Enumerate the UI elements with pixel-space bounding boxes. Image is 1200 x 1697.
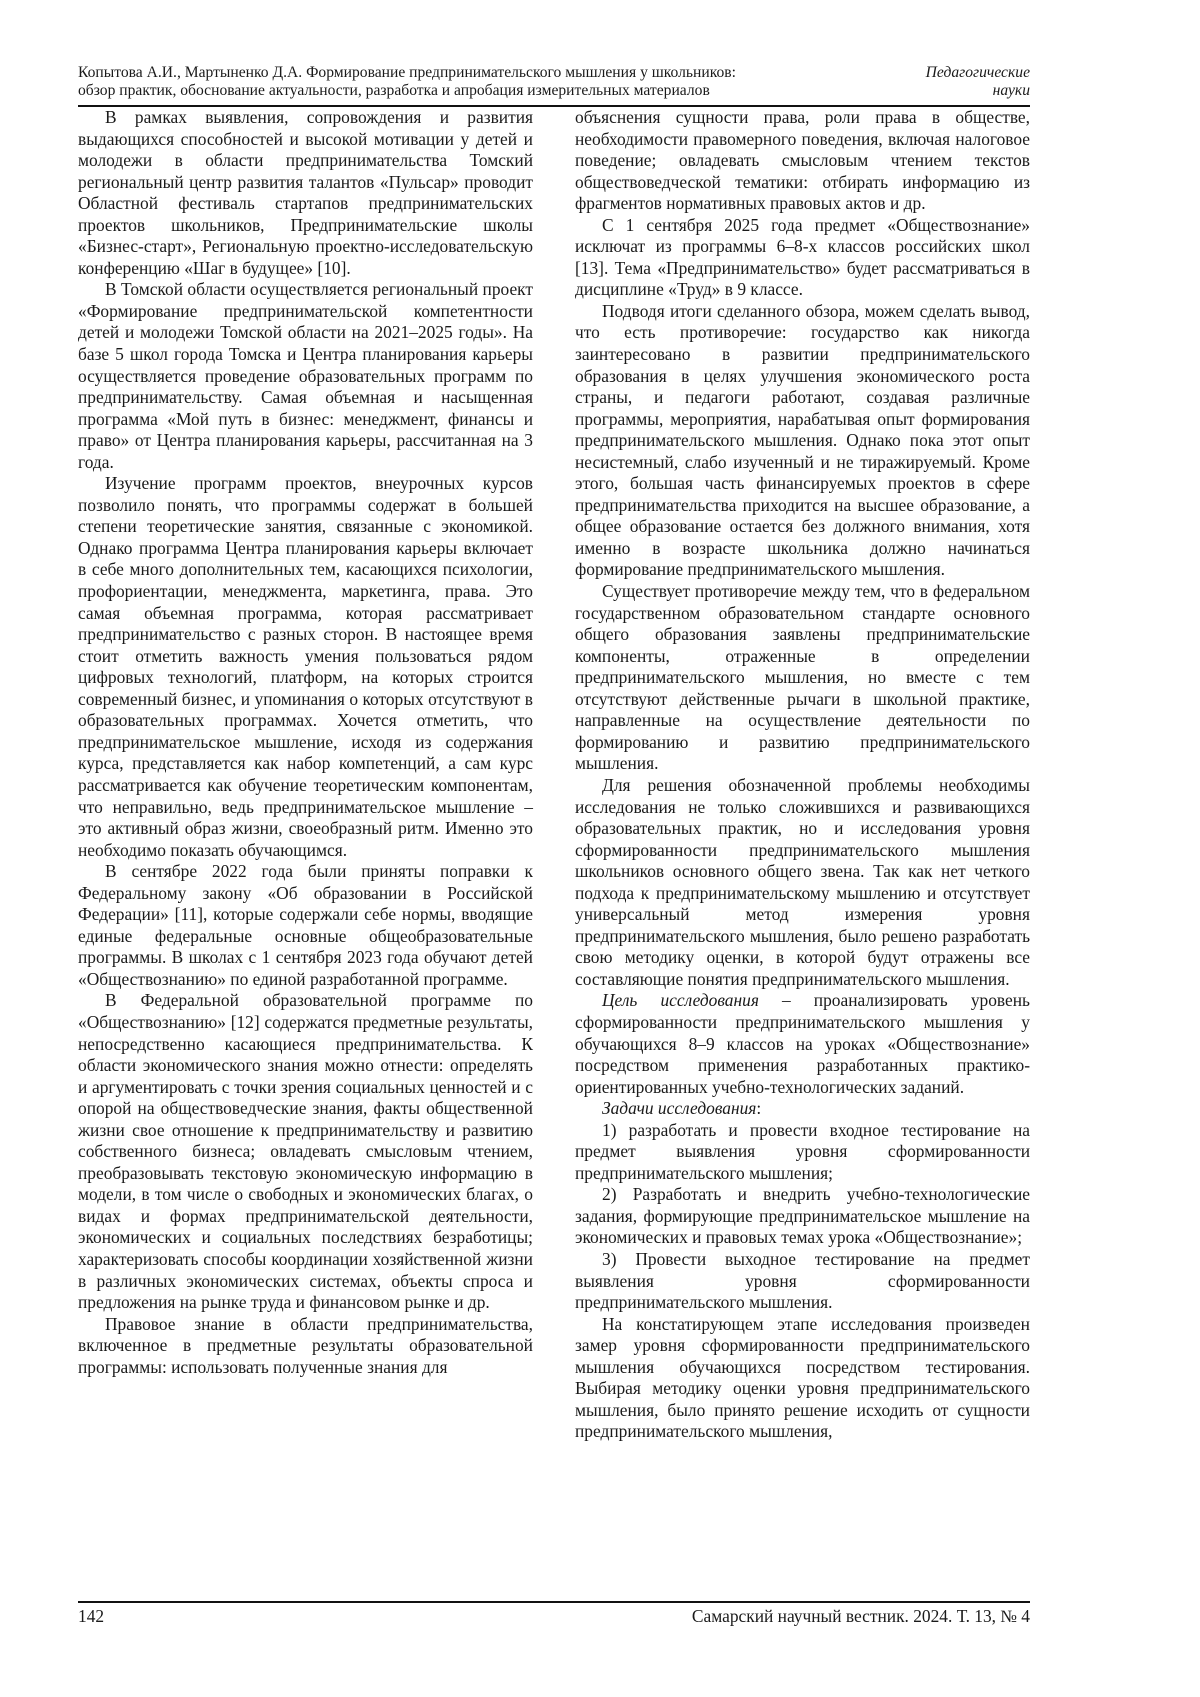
- tasks-label: Задачи исследования: [602, 1098, 757, 1119]
- research-tasks-heading: [575, 1098, 1030, 1120]
- header-title-line-2: обзор практик, обоснование актуальности, разработка и апробация измерительных материалов: [78, 82, 710, 99]
- section-label-line-2: науки: [992, 82, 1030, 99]
- task-item: 2) Разработать и внедрить учебно-технологические задания, формирующие предпринимательское мышление на экономических и правовых темах урока «Обществознание»;: [575, 1184, 1030, 1248]
- research-goal: [575, 990, 1030, 1098]
- running-header: [78, 62, 1030, 107]
- task-item: 3) Провести выходное тестирование на предмет выявления уровня сформированности предпринимательского мышления.: [575, 1248, 1030, 1313]
- right-column: [575, 107, 1030, 1599]
- paragraph: С 1 сентября 2025 года предмет «Обществознание» исключат из программы 6–8-х классов российских школ [13]. Тема «Предпринимательство» будет рассматриваться в дисциплине «Труд» в 9 классе.: [575, 214, 1030, 300]
- paragraph: В Томской области осуществляется региональный проект «Формирование предпринимательской компетентности детей и молодежи Томской области на 2021–2025 годы». На базе 5 школ города Томска и Центра планирования карьеры осуществляется проведение образовательных программ по предпринимательству. Самая объемная и насыщенная программа «Мой путь в бизнес: менеджмент, финансы и право» от Центра планирования карьеры, рассчитанная на 3 года.: [78, 279, 533, 472]
- journal-citation: Самарский научный вестник. 2024. Т. 13, № 4: [691, 1606, 1030, 1626]
- page-number: 142: [78, 1606, 105, 1626]
- paragraph: Существует противоречие между тем, что в федеральном государственном образовательном стандарте основного общего образования заявлены предпринимательские компоненты, отраженные в определении предпринимательского мышления, но вместе с тем отсутствуют действенные рычаги в школьной практике, направленные на осуществление деятельности по формированию и развитию предпринимательского мышления.: [575, 581, 1030, 774]
- paragraph: На констатирующем этапе исследования произведен замер уровня сформированности предпринимательского мышления обучающихся посредством тестирования. Выбирая методику оценки уровня предпринимательского мышления, было принято решение исходить от сущности предпринимательского мышления,: [575, 1313, 1030, 1442]
- running-footer: [78, 1601, 1030, 1639]
- body-columns: [78, 107, 1030, 1599]
- paragraph: Подводя итоги сделанного обзора, можем сделать вывод, что есть противоречие: государство как никогда заинтересовано в развитии предпринимательского образования в целях улучшения экономического роста страны, и педагоги работают, создавая различные программы, мероприятия, нарабатывая опыт формирования предпринимательского мышления. Однако пока этот опыт несистемный, слабо изученный и не тиражируемый. Кроме этого, большая часть финансируемых проектов в сфере предпринимательства приходится на высшее образование, а общее образование остается без должного внимания, хотя именно в возрасте школьника должно начинаться формирование предпринимательского мышления.: [575, 300, 1030, 580]
- tasks-colon: :: [756, 1098, 762, 1119]
- left-column: [78, 107, 533, 1599]
- journal-page: [78, 62, 1030, 1642]
- goal-text: – проанализировать уровень сформированности предпринимательского мышления у обучающихся 8–9 классов на уроках «Обществознание» посредством применения разработанных практико-ориентированных учебно-технологических заданий.: [575, 990, 1030, 1097]
- task-item: 1) разработать и провести входное тестирование на предмет выявления уровня сформированности предпринимательского мышления;: [575, 1119, 1030, 1183]
- paragraph-continuation: объяснения сущности права, роли права в обществе, необходимости правомерного поведения, включая налоговое поведение; овладевать смысловым чтением текстов обществоведческой тематики: отбирать информацию из фрагментов нормативных правовых актов и др.: [575, 107, 1030, 214]
- paragraph: В сентябре 2022 года были приняты поправки к Федеральному закону «Об образовании в Российской Федерации» [11], которые содержали себе нормы, вводящие единые федеральные основные общеобразовательные программы. В школах с 1 сентября 2023 года обучают детей «Обществознанию» по единой разработанной программе.: [78, 861, 533, 989]
- section-label: [880, 64, 1030, 100]
- paragraph: Правовое знание в области предпринимательства, включенное в предметные результаты образовательной программы: использовать полученные знания для: [78, 1313, 533, 1377]
- paragraph: В рамках выявления, сопровождения и развития выдающихся способностей и высокой мотивации у детей и молодежи в области предпринимательства Томский региональный центр развития талантов «Пульсар» проводит Областной фестиваль стартапов предпринимательских проектов школьников, Предпринимательские школы «Бизнес-старт», Региональную проектно-исследовательскую конференцию «Шаг в будущее» [10].: [78, 107, 533, 278]
- paragraph: Изучение программ проектов, внеурочных курсов позволило понять, что программы содержат в большей степени теоретические занятия, связанные с экономикой. Однако программа Центра планирования карьеры включает в себе много дополнительных тем, касающихся психологии, профориентации, менеджмента, маркетинга, права. Это самая объемная программа, которая рассматривает предпринимательство с разных сторон. В настоящее время стоит отметить важность умения пользоваться рядом цифровых технологий, платформ, на которых строится современный бизнес, и упоминания о которых отсутствуют в образовательных программах. Хочется отметить, что предпринимательское мышление, исходя из содержания курса, представляется как набор компетенций, а сам курс рассматривается как обучение теоретическим компонентам, что неправильно, ведь предпринимательское мышление – это активный образ жизни, своеобразный ритм. Именно это необходимо показать обучающимся.: [78, 473, 533, 860]
- paragraph: Для решения обозначенной проблемы необходимы исследования не только сложившихся и развивающихся образовательных практик, но и исследования уровня сформированности предпринимательского мышления школьников основного общего звена. Так как нет четкого подхода к предпринимательскому мышлению и отсутствует универсальный метод измерения уровня предпринимательского мышления, было решено разработать свою методику оценки, в которой будут отражены все составляющие понятия предпринимательского мышления.: [575, 774, 1030, 989]
- header-title-line-1: Копытова А.И., Мартыненко Д.А. Формирование предпринимательского мышления у школьников:: [78, 64, 737, 81]
- paragraph: В Федеральной образовательной программе по «Обществознанию» [12] содержатся предметные результаты, непосредственно касающиеся предпринимательства. К области экономического знания можно отнести: определять и аргументировать с точки зрения социальных ценностей и с опорой на обществоведческие знания, факты общественной жизни свое отношение к предпринимательству и развитию собственного бизнеса; овладевать смысловым чтением, преобразовывать текстовую экономическую информацию в модели, в том числе о свободных и экономических благах, о видах и формах предпринимательской деятельности, экономических и социальных последствиях безработицы; характеризовать способы координации хозяйственной жизни в различных экономических системах, объекты спроса и предложения на рынке труда и финансовом рынке и др.: [78, 990, 533, 1313]
- section-label-line-1: Педагогические: [925, 64, 1030, 81]
- goal-label: Цель исследования: [602, 990, 759, 1011]
- article-citation-header: [78, 64, 838, 100]
